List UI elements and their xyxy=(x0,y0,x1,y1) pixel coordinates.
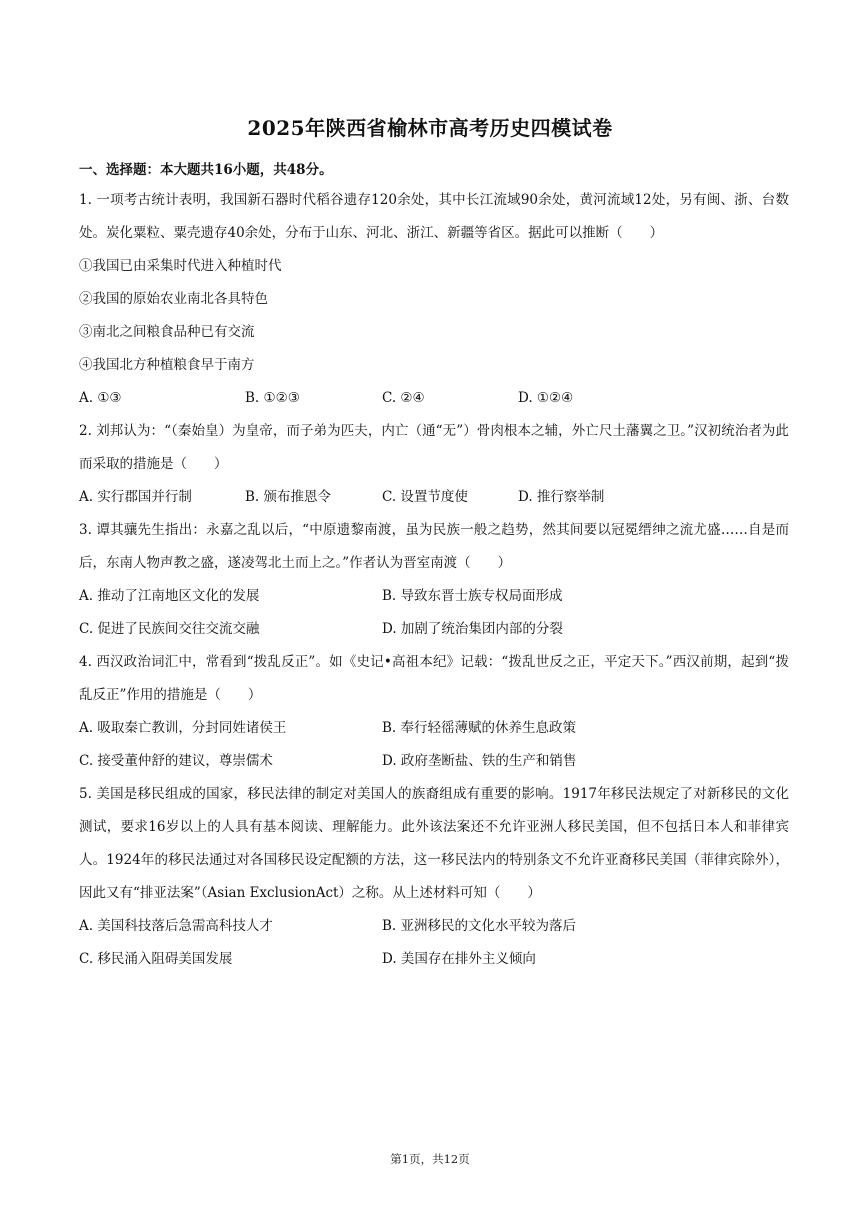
option-d: D. 美国存在排外主义倾向 xyxy=(382,951,536,967)
question-stem: 1. 一项考古统计表明，我国新石器时代稻谷遗存120余处，其中长江流域90余处，黄河流域12处，另有闽、浙、台数处。炭化粟粒、粟壳遗存40余处，分布于山东、河北、浙江、新疆等省区。据此可以推断（ ） xyxy=(79,192,789,241)
option-c: C. 接受董仲舒的建议，尊崇儒术 xyxy=(79,753,273,769)
questions-area xyxy=(79,184,789,976)
option-b: B. 颁布推恩令 xyxy=(245,489,332,505)
option-c: C. 移民涌入阻碍美国发展 xyxy=(79,951,233,967)
option-b: B. 导致东晋士族专权局面形成 xyxy=(382,588,563,604)
question-stem: 5. 美国是移民组成的国家，移民法律的制定对美国人的族裔组成有重要的影响。1917年移民法规定了对新移民的文化测试，要求16岁以上的人具有基本阅读、理解能力。此外该法案还不允许亚洲人移民美国，但不包括日本人和菲律宾人。1924年的移民法通过对各国移民设定配额的方法，这一移民法内的特别条文不允许亚裔移民美国（菲律宾除外），因此又有“排亚法案”（Asian ExclusionAct）之称。从上述材料可知（ ） xyxy=(79,786,789,901)
page-footer: 第1页，共12页 xyxy=(390,1152,470,1166)
question-4 xyxy=(79,646,789,778)
option-c: C. 促进了民族间交往交流交融 xyxy=(79,621,260,637)
statement-item: ④我国北方种植粮食早于南方 xyxy=(79,357,255,373)
option-d: D. 推行察举制 xyxy=(518,489,605,505)
option-a: A. 实行郡国并行制 xyxy=(79,489,192,505)
option-a: A. 吸取秦亡教训，分封同姓诸侯王 xyxy=(79,720,287,736)
question-5 xyxy=(79,778,789,976)
question-stem: 4. 西汉政治词汇中，常看到“拨乱反正”。如《史记•高祖本纪》记载：“拨乱世反之正，平定天下。”西汉前期，起到“拨乱反正”作用的措施是（ ） xyxy=(79,654,789,703)
answer-options xyxy=(79,712,789,745)
question-stem: 2. 刘邦认为：“（秦始皇）为皇帝，而子弟为匹夫，内亡（通“无”）骨肉根本之辅，外亡尺土藩翼之卫。”汉初统治者为此而采取的措施是（ ） xyxy=(79,423,789,472)
option-d: D. 加剧了统治集团内部的分裂 xyxy=(382,621,563,637)
statement-item: ②我国的原始农业南北各具特色 xyxy=(79,291,268,307)
option-a: A. 推动了江南地区文化的发展 xyxy=(79,588,260,604)
answer-options xyxy=(79,745,789,778)
option-d: D. ①②④ xyxy=(518,390,574,406)
option-b: B. ①②③ xyxy=(245,390,300,406)
section-heading: 一、选择题：本大题共16小题，共48分。 xyxy=(79,162,333,178)
option-a: A. 美国科技落后急需高科技人才 xyxy=(79,918,273,934)
option-d: D. 政府垄断盐、铁的生产和销售 xyxy=(382,753,577,769)
page-title: 2025年陕西省榆林市高考历史四模试卷 xyxy=(247,116,613,140)
option-b: B. 奉行轻徭薄赋的休养生息政策 xyxy=(382,720,577,736)
statement-item: ③南北之间粮食品种已有交流 xyxy=(79,324,255,340)
answer-options xyxy=(79,580,789,613)
option-c: C. 设置节度使 xyxy=(382,489,468,505)
answer-options xyxy=(79,613,789,646)
option-a: A. ①③ xyxy=(79,390,122,406)
option-b: B. 亚洲移民的文化水平较为落后 xyxy=(382,918,577,934)
question-stem: 3. 谭其骧先生指出：永嘉之乱以后，“中原遗黎南渡，虽为民族一般之趋势，然其间要以冠冕缙绅之流尤盛……自是而后，东南人物声教之盛，遂凌驾北土而上之。”作者认为晋室南渡（ ） xyxy=(79,522,789,571)
question-2 xyxy=(79,415,789,514)
question-3 xyxy=(79,514,789,646)
answer-options xyxy=(79,910,789,943)
answer-options xyxy=(79,481,789,514)
option-c: C. ②④ xyxy=(382,390,425,406)
answer-options xyxy=(79,943,789,976)
statement-item: ①我国已由采集时代进入种植时代 xyxy=(79,258,282,274)
answer-options xyxy=(79,382,789,415)
question-1 xyxy=(79,184,789,415)
